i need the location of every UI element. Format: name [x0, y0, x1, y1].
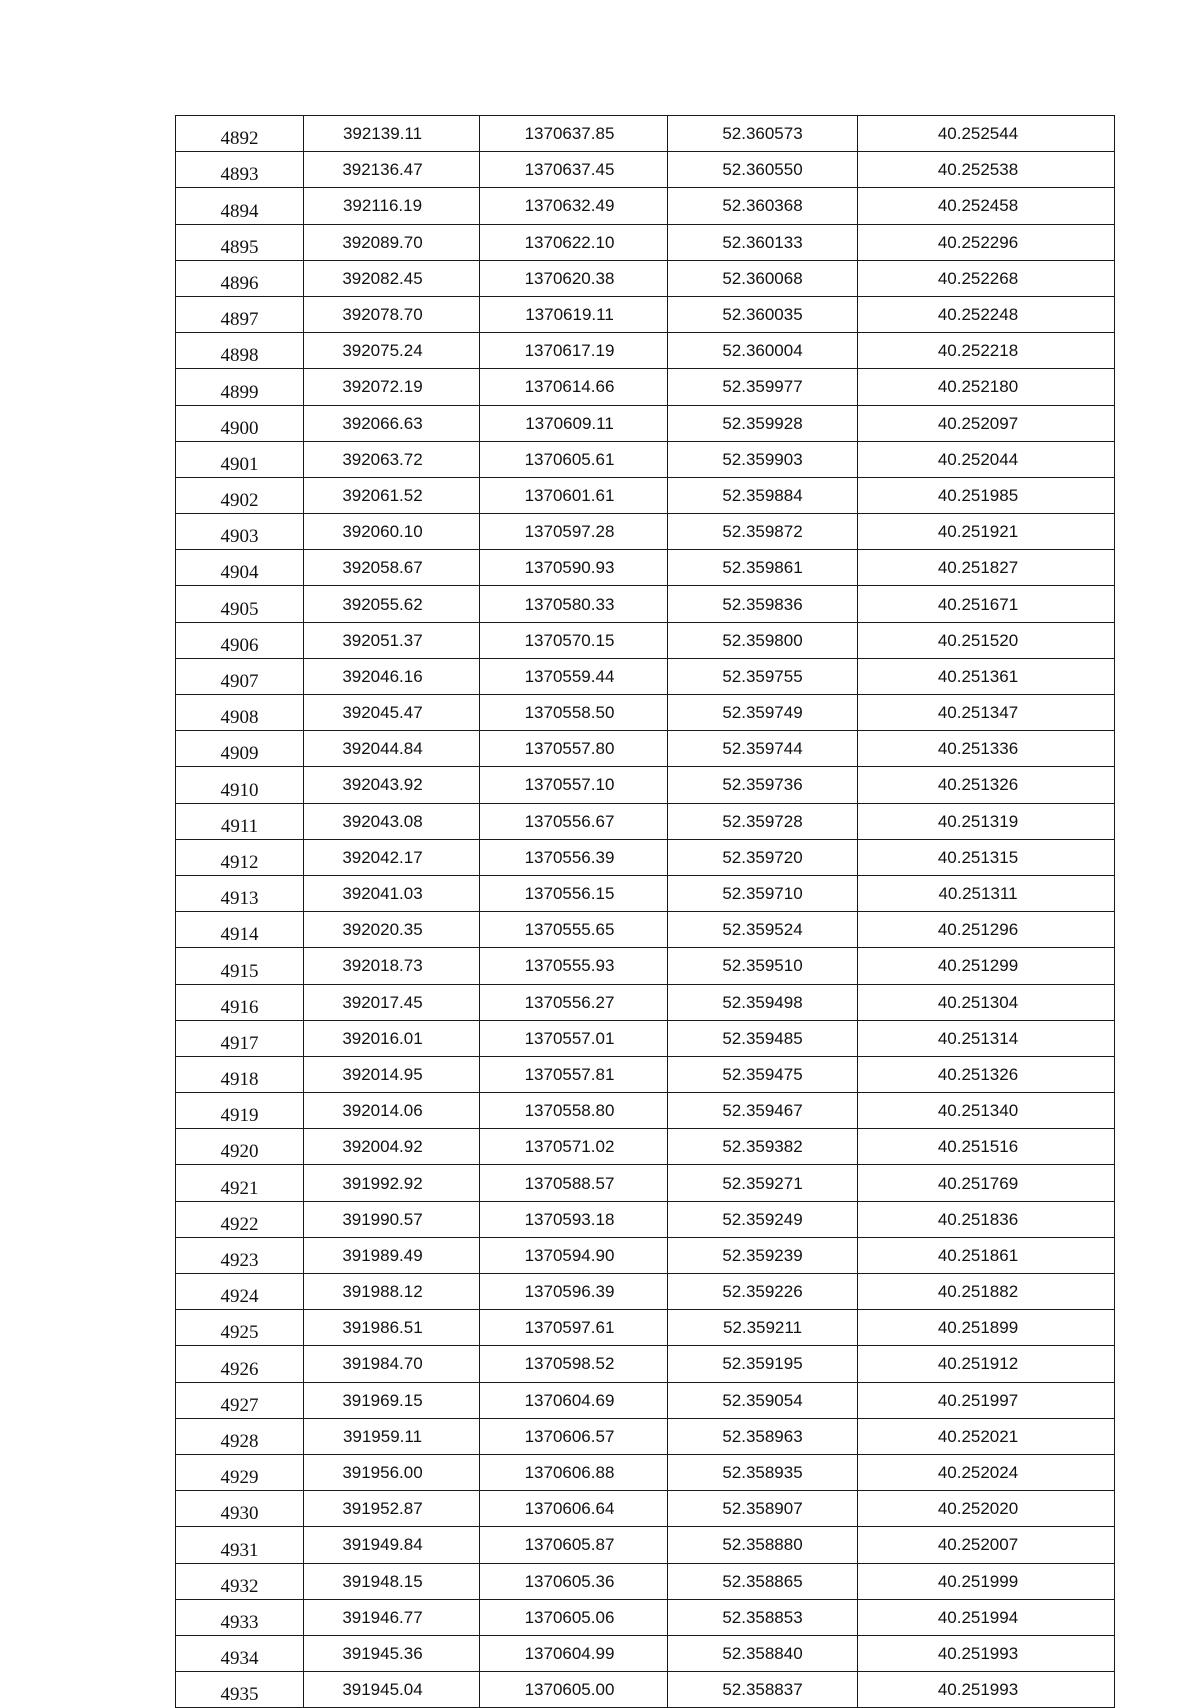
cell-latitude: 52.359239 — [668, 1237, 858, 1273]
cell-longitude: 40.251671 — [858, 586, 1115, 622]
table-row — [176, 152, 1115, 188]
cell-longitude: 40.251314 — [858, 1020, 1115, 1056]
cell-longitude: 40.251516 — [858, 1129, 1115, 1165]
cell-longitude: 40.251993 — [858, 1672, 1115, 1708]
cell-y-coordinate: 1370588.57 — [480, 1165, 668, 1201]
cell-x-coordinate: 392044.84 — [304, 731, 480, 767]
cell-x-coordinate: 391949.84 — [304, 1527, 480, 1563]
cell-y-coordinate: 1370609.11 — [480, 405, 668, 441]
cell-x-coordinate: 391990.57 — [304, 1201, 480, 1237]
cell-y-coordinate: 1370619.11 — [480, 296, 668, 332]
cell-point-number: 4903 — [176, 514, 304, 550]
cell-y-coordinate: 1370556.15 — [480, 875, 668, 911]
coordinates-table — [175, 115, 1115, 1708]
cell-longitude: 40.251999 — [858, 1563, 1115, 1599]
cell-point-number: 4925 — [176, 1310, 304, 1346]
cell-y-coordinate: 1370556.39 — [480, 839, 668, 875]
cell-point-number: 4892 — [176, 116, 304, 152]
cell-x-coordinate: 392041.03 — [304, 875, 480, 911]
cell-latitude: 52.360133 — [668, 224, 858, 260]
cell-latitude: 52.359928 — [668, 405, 858, 441]
cell-y-coordinate: 1370606.64 — [480, 1491, 668, 1527]
cell-x-coordinate: 392078.70 — [304, 296, 480, 332]
cell-y-coordinate: 1370590.93 — [480, 550, 668, 586]
table-row — [176, 296, 1115, 332]
cell-latitude: 52.359749 — [668, 695, 858, 731]
cell-y-coordinate: 1370604.69 — [480, 1382, 668, 1418]
table-row — [176, 839, 1115, 875]
cell-latitude: 52.358963 — [668, 1418, 858, 1454]
cell-point-number: 4905 — [176, 586, 304, 622]
cell-x-coordinate: 392060.10 — [304, 514, 480, 550]
cell-y-coordinate: 1370601.61 — [480, 477, 668, 513]
table-row — [176, 1310, 1115, 1346]
cell-longitude: 40.252097 — [858, 405, 1115, 441]
table-row — [176, 586, 1115, 622]
cell-y-coordinate: 1370571.02 — [480, 1129, 668, 1165]
cell-x-coordinate: 392042.17 — [304, 839, 480, 875]
cell-longitude: 40.251993 — [858, 1635, 1115, 1671]
cell-x-coordinate: 391956.00 — [304, 1454, 480, 1490]
cell-y-coordinate: 1370605.87 — [480, 1527, 668, 1563]
cell-latitude: 52.360068 — [668, 260, 858, 296]
cell-longitude: 40.251315 — [858, 839, 1115, 875]
cell-latitude: 52.360368 — [668, 188, 858, 224]
cell-y-coordinate: 1370557.80 — [480, 731, 668, 767]
cell-point-number: 4898 — [176, 333, 304, 369]
cell-y-coordinate: 1370622.10 — [480, 224, 668, 260]
cell-point-number: 4899 — [176, 369, 304, 405]
cell-x-coordinate: 391945.36 — [304, 1635, 480, 1671]
cell-longitude: 40.251997 — [858, 1382, 1115, 1418]
cell-point-number: 4908 — [176, 695, 304, 731]
cell-point-number: 4915 — [176, 948, 304, 984]
cell-latitude: 52.359872 — [668, 514, 858, 550]
cell-point-number: 4907 — [176, 658, 304, 694]
cell-point-number: 4917 — [176, 1020, 304, 1056]
cell-point-number: 4935 — [176, 1672, 304, 1708]
cell-x-coordinate: 392014.95 — [304, 1056, 480, 1092]
table-row — [176, 1382, 1115, 1418]
cell-y-coordinate: 1370596.39 — [480, 1274, 668, 1310]
cell-point-number: 4927 — [176, 1382, 304, 1418]
cell-point-number: 4916 — [176, 984, 304, 1020]
cell-y-coordinate: 1370593.18 — [480, 1201, 668, 1237]
cell-y-coordinate: 1370605.06 — [480, 1599, 668, 1635]
table-row — [176, 1020, 1115, 1056]
table-row — [176, 1672, 1115, 1708]
cell-y-coordinate: 1370605.61 — [480, 441, 668, 477]
cell-x-coordinate: 392051.37 — [304, 622, 480, 658]
cell-point-number: 4924 — [176, 1274, 304, 1310]
cell-point-number: 4923 — [176, 1237, 304, 1273]
cell-x-coordinate: 392016.01 — [304, 1020, 480, 1056]
cell-x-coordinate: 392018.73 — [304, 948, 480, 984]
table-row — [176, 1635, 1115, 1671]
table-row — [176, 658, 1115, 694]
cell-point-number: 4934 — [176, 1635, 304, 1671]
cell-point-number: 4919 — [176, 1093, 304, 1129]
table-row — [176, 116, 1115, 152]
cell-latitude: 52.358853 — [668, 1599, 858, 1635]
table-row — [176, 984, 1115, 1020]
cell-latitude: 52.360550 — [668, 152, 858, 188]
cell-point-number: 4922 — [176, 1201, 304, 1237]
cell-latitude: 52.359485 — [668, 1020, 858, 1056]
cell-longitude: 40.252007 — [858, 1527, 1115, 1563]
table-row — [176, 1056, 1115, 1092]
cell-longitude: 40.251311 — [858, 875, 1115, 911]
cell-longitude: 40.252180 — [858, 369, 1115, 405]
cell-point-number: 4906 — [176, 622, 304, 658]
cell-longitude: 40.252044 — [858, 441, 1115, 477]
cell-latitude: 52.359836 — [668, 586, 858, 622]
cell-latitude: 52.359800 — [668, 622, 858, 658]
cell-y-coordinate: 1370606.57 — [480, 1418, 668, 1454]
table-row — [176, 1201, 1115, 1237]
cell-point-number: 4931 — [176, 1527, 304, 1563]
cell-longitude: 40.252248 — [858, 296, 1115, 332]
cell-latitude: 52.359475 — [668, 1056, 858, 1092]
cell-longitude: 40.251882 — [858, 1274, 1115, 1310]
cell-point-number: 4897 — [176, 296, 304, 332]
cell-point-number: 4930 — [176, 1491, 304, 1527]
cell-longitude: 40.252538 — [858, 152, 1115, 188]
cell-longitude: 40.251836 — [858, 1201, 1115, 1237]
table-row — [176, 731, 1115, 767]
cell-point-number: 4912 — [176, 839, 304, 875]
cell-latitude: 52.358935 — [668, 1454, 858, 1490]
table-row — [176, 405, 1115, 441]
cell-latitude: 52.360035 — [668, 296, 858, 332]
cell-latitude: 52.359744 — [668, 731, 858, 767]
cell-y-coordinate: 1370580.33 — [480, 586, 668, 622]
cell-latitude: 52.359710 — [668, 875, 858, 911]
cell-latitude: 52.360004 — [668, 333, 858, 369]
table-row — [176, 1274, 1115, 1310]
cell-point-number: 4909 — [176, 731, 304, 767]
cell-longitude: 40.251304 — [858, 984, 1115, 1020]
cell-y-coordinate: 1370620.38 — [480, 260, 668, 296]
table-row — [176, 948, 1115, 984]
cell-point-number: 4901 — [176, 441, 304, 477]
cell-latitude: 52.359720 — [668, 839, 858, 875]
cell-longitude: 40.251299 — [858, 948, 1115, 984]
table-row — [176, 767, 1115, 803]
cell-x-coordinate: 391969.15 — [304, 1382, 480, 1418]
cell-longitude: 40.251336 — [858, 731, 1115, 767]
cell-x-coordinate: 391988.12 — [304, 1274, 480, 1310]
cell-latitude: 52.359755 — [668, 658, 858, 694]
cell-longitude: 40.251899 — [858, 1310, 1115, 1346]
cell-y-coordinate: 1370556.67 — [480, 803, 668, 839]
table-row — [176, 369, 1115, 405]
cell-point-number: 4902 — [176, 477, 304, 513]
cell-y-coordinate: 1370605.00 — [480, 1672, 668, 1708]
table-row — [176, 1599, 1115, 1635]
cell-y-coordinate: 1370558.50 — [480, 695, 668, 731]
cell-latitude: 52.359271 — [668, 1165, 858, 1201]
cell-point-number: 4928 — [176, 1418, 304, 1454]
cell-longitude: 40.252296 — [858, 224, 1115, 260]
table-row — [176, 803, 1115, 839]
table-row — [176, 477, 1115, 513]
table-row — [176, 441, 1115, 477]
table-row — [176, 1165, 1115, 1201]
cell-latitude: 52.359226 — [668, 1274, 858, 1310]
cell-x-coordinate: 392139.11 — [304, 116, 480, 152]
table-row — [176, 1454, 1115, 1490]
cell-x-coordinate: 392066.63 — [304, 405, 480, 441]
cell-latitude: 52.359054 — [668, 1382, 858, 1418]
cell-y-coordinate: 1370598.52 — [480, 1346, 668, 1382]
cell-point-number: 4918 — [176, 1056, 304, 1092]
cell-point-number: 4932 — [176, 1563, 304, 1599]
cell-longitude: 40.251347 — [858, 695, 1115, 731]
cell-x-coordinate: 392136.47 — [304, 152, 480, 188]
cell-x-coordinate: 392046.16 — [304, 658, 480, 694]
cell-y-coordinate: 1370555.93 — [480, 948, 668, 984]
cell-y-coordinate: 1370605.36 — [480, 1563, 668, 1599]
table-row — [176, 1129, 1115, 1165]
cell-x-coordinate: 392082.45 — [304, 260, 480, 296]
cell-point-number: 4893 — [176, 152, 304, 188]
cell-x-coordinate: 391986.51 — [304, 1310, 480, 1346]
cell-latitude: 52.359249 — [668, 1201, 858, 1237]
table-row — [176, 1563, 1115, 1599]
cell-y-coordinate: 1370555.65 — [480, 912, 668, 948]
cell-point-number: 4913 — [176, 875, 304, 911]
cell-y-coordinate: 1370617.19 — [480, 333, 668, 369]
cell-longitude: 40.252218 — [858, 333, 1115, 369]
cell-x-coordinate: 391959.11 — [304, 1418, 480, 1454]
cell-point-number: 4914 — [176, 912, 304, 948]
cell-x-coordinate: 392043.92 — [304, 767, 480, 803]
table-row — [176, 1237, 1115, 1273]
table-row — [176, 1491, 1115, 1527]
cell-point-number: 4904 — [176, 550, 304, 586]
cell-x-coordinate: 392043.08 — [304, 803, 480, 839]
table-row — [176, 333, 1115, 369]
cell-latitude: 52.359211 — [668, 1310, 858, 1346]
cell-point-number: 4896 — [176, 260, 304, 296]
cell-longitude: 40.251326 — [858, 767, 1115, 803]
cell-y-coordinate: 1370558.80 — [480, 1093, 668, 1129]
cell-y-coordinate: 1370597.28 — [480, 514, 668, 550]
cell-y-coordinate: 1370557.01 — [480, 1020, 668, 1056]
coordinates-table-body — [176, 116, 1115, 1708]
cell-longitude: 40.251912 — [858, 1346, 1115, 1382]
table-row — [176, 550, 1115, 586]
cell-latitude: 52.359498 — [668, 984, 858, 1020]
table-row — [176, 260, 1115, 296]
cell-y-coordinate: 1370637.85 — [480, 116, 668, 152]
cell-longitude: 40.251340 — [858, 1093, 1115, 1129]
cell-x-coordinate: 391945.04 — [304, 1672, 480, 1708]
table-row — [176, 514, 1115, 550]
cell-x-coordinate: 392063.72 — [304, 441, 480, 477]
cell-longitude: 40.252020 — [858, 1491, 1115, 1527]
cell-y-coordinate: 1370559.44 — [480, 658, 668, 694]
cell-y-coordinate: 1370557.10 — [480, 767, 668, 803]
cell-latitude: 52.358907 — [668, 1491, 858, 1527]
cell-longitude: 40.252544 — [858, 116, 1115, 152]
cell-latitude: 52.359510 — [668, 948, 858, 984]
cell-y-coordinate: 1370556.27 — [480, 984, 668, 1020]
cell-longitude: 40.251994 — [858, 1599, 1115, 1635]
cell-longitude: 40.251296 — [858, 912, 1115, 948]
cell-x-coordinate: 392020.35 — [304, 912, 480, 948]
cell-point-number: 4911 — [176, 803, 304, 839]
cell-latitude: 52.359736 — [668, 767, 858, 803]
cell-x-coordinate: 391989.49 — [304, 1237, 480, 1273]
table-row — [176, 188, 1115, 224]
cell-x-coordinate: 392004.92 — [304, 1129, 480, 1165]
cell-y-coordinate: 1370614.66 — [480, 369, 668, 405]
cell-point-number: 4933 — [176, 1599, 304, 1635]
cell-x-coordinate: 392045.47 — [304, 695, 480, 731]
cell-longitude: 40.252021 — [858, 1418, 1115, 1454]
cell-x-coordinate: 392061.52 — [304, 477, 480, 513]
cell-latitude: 52.359195 — [668, 1346, 858, 1382]
cell-point-number: 4921 — [176, 1165, 304, 1201]
cell-x-coordinate: 391992.92 — [304, 1165, 480, 1201]
cell-latitude: 52.358840 — [668, 1635, 858, 1671]
cell-point-number: 4926 — [176, 1346, 304, 1382]
cell-y-coordinate: 1370604.99 — [480, 1635, 668, 1671]
cell-point-number: 4894 — [176, 188, 304, 224]
cell-latitude: 52.359524 — [668, 912, 858, 948]
table-row — [176, 912, 1115, 948]
cell-longitude: 40.251985 — [858, 477, 1115, 513]
cell-longitude: 40.251319 — [858, 803, 1115, 839]
cell-x-coordinate: 392055.62 — [304, 586, 480, 622]
cell-x-coordinate: 392072.19 — [304, 369, 480, 405]
cell-point-number: 4895 — [176, 224, 304, 260]
cell-longitude: 40.252024 — [858, 1454, 1115, 1490]
cell-x-coordinate: 392017.45 — [304, 984, 480, 1020]
table-row — [176, 1346, 1115, 1382]
cell-x-coordinate: 392089.70 — [304, 224, 480, 260]
cell-longitude: 40.251861 — [858, 1237, 1115, 1273]
cell-latitude: 52.359903 — [668, 441, 858, 477]
table-row — [176, 875, 1115, 911]
cell-longitude: 40.251361 — [858, 658, 1115, 694]
cell-y-coordinate: 1370632.49 — [480, 188, 668, 224]
cell-x-coordinate: 392116.19 — [304, 188, 480, 224]
cell-latitude: 52.359382 — [668, 1129, 858, 1165]
cell-latitude: 52.359884 — [668, 477, 858, 513]
table-row — [176, 1093, 1115, 1129]
cell-point-number: 4910 — [176, 767, 304, 803]
cell-x-coordinate: 391948.15 — [304, 1563, 480, 1599]
cell-longitude: 40.252268 — [858, 260, 1115, 296]
table-row — [176, 1527, 1115, 1563]
table-row — [176, 622, 1115, 658]
cell-longitude: 40.251827 — [858, 550, 1115, 586]
cell-point-number: 4929 — [176, 1454, 304, 1490]
cell-point-number: 4900 — [176, 405, 304, 441]
cell-y-coordinate: 1370597.61 — [480, 1310, 668, 1346]
cell-latitude: 52.360573 — [668, 116, 858, 152]
cell-longitude: 40.251326 — [858, 1056, 1115, 1092]
cell-y-coordinate: 1370570.15 — [480, 622, 668, 658]
table-row — [176, 1418, 1115, 1454]
cell-longitude: 40.251520 — [858, 622, 1115, 658]
cell-latitude: 52.359467 — [668, 1093, 858, 1129]
cell-x-coordinate: 391984.70 — [304, 1346, 480, 1382]
cell-x-coordinate: 392075.24 — [304, 333, 480, 369]
cell-y-coordinate: 1370557.81 — [480, 1056, 668, 1092]
cell-x-coordinate: 391946.77 — [304, 1599, 480, 1635]
cell-point-number: 4920 — [176, 1129, 304, 1165]
cell-longitude: 40.251769 — [858, 1165, 1115, 1201]
cell-y-coordinate: 1370594.90 — [480, 1237, 668, 1273]
table-row — [176, 224, 1115, 260]
cell-latitude: 52.359977 — [668, 369, 858, 405]
cell-x-coordinate: 391952.87 — [304, 1491, 480, 1527]
cell-y-coordinate: 1370606.88 — [480, 1454, 668, 1490]
cell-latitude: 52.358865 — [668, 1563, 858, 1599]
cell-longitude: 40.252458 — [858, 188, 1115, 224]
cell-x-coordinate: 392058.67 — [304, 550, 480, 586]
cell-y-coordinate: 1370637.45 — [480, 152, 668, 188]
cell-latitude: 52.358880 — [668, 1527, 858, 1563]
cell-latitude: 52.359728 — [668, 803, 858, 839]
cell-latitude: 52.359861 — [668, 550, 858, 586]
table-row — [176, 695, 1115, 731]
cell-latitude: 52.358837 — [668, 1672, 858, 1708]
cell-longitude: 40.251921 — [858, 514, 1115, 550]
cell-x-coordinate: 392014.06 — [304, 1093, 480, 1129]
